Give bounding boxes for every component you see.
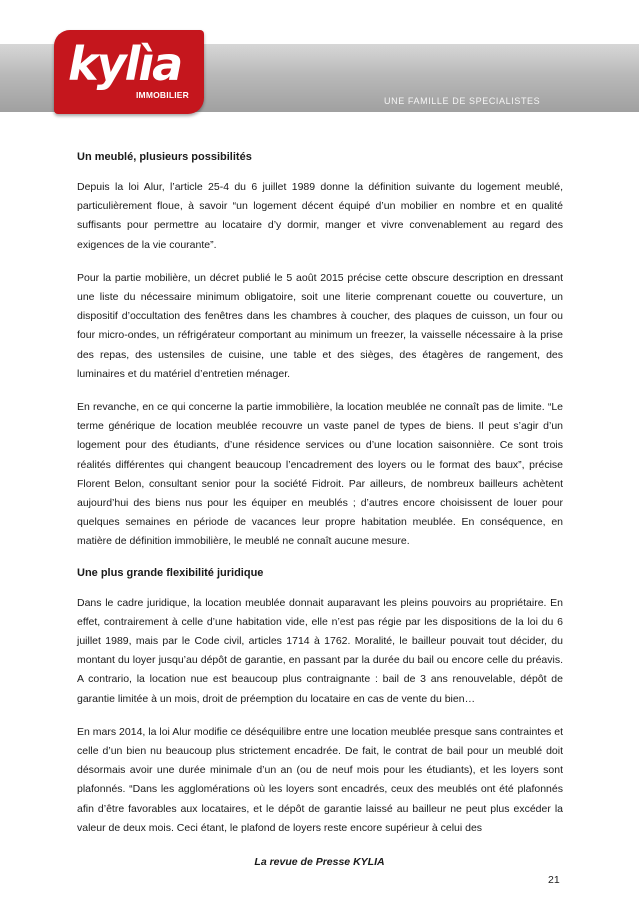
paragraph: Depuis la loi Alur, l’article 25-4 du 6 juillet 1989 donne la définition suivante du logement meublé, particulièrement floue, à savoir “un logement décent équipé d’un mobilier en nombre et en qualité suffisants pour permettre au locataire d’y dormir, manger et vivre convenablement au regard des exigences de la vie courante”.	[77, 181, 563, 251]
article-body	[77, 150, 563, 852]
footer-title: La revue de Presse KYLIA	[254, 856, 385, 868]
page-number: 21	[548, 874, 560, 886]
header-tagline: UNE FAMILLE DE SPECIALISTES	[384, 96, 541, 106]
kylia-logo	[54, 30, 204, 114]
logo-name: kylìa	[68, 37, 182, 91]
logo-subtitle: IMMOBILIER	[136, 90, 189, 100]
paragraph: Pour la partie mobilière, un décret publié le 5 août 2015 précise cette obscure description en dressant une liste du nécessaire minimum obligatoire, soit une literie comprenant couette ou couverture, un dispositif d’occultation des fenêtres dans les chambres à coucher, des plaques de cuisson, un four ou four micro-ondes, un réfrigérateur comportant au minimum un freezer, la vaisselle nécessaire à la prise des repas, des ustensiles de cuisine, une table et des sièges, des étagères de rangement, des luminaires et du matériel d’entretien ménager.	[77, 271, 563, 380]
paragraph: Dans le cadre juridique, la location meublée donnait auparavant les pleins pouvoirs au propriétaire. En effet, contrairement à celle d’une habitation vide, elle n’est pas régie par les dispositions de la loi du 6 juillet 1989, mais par le Code civil, articles 1714 à 1762. Moralité, le bailleur pouvait tout décider, du montant du loyer jusqu’au dépôt de garantie, en passant par la durée du bail ou encore celle du préavis. A contrario, la location nue est beaucoup plus contraignante : bail de 3 ans renouvelable, dépôt de garantie limitée à un mois, droit de préemption du locataire en cas de vente du bien…	[77, 596, 563, 705]
section-heading: Un meublé, plusieurs possibilités	[77, 151, 252, 163]
section-heading: Une plus grande flexibilité juridique	[77, 566, 264, 579]
paragraph: En mars 2014, la loi Alur modifie ce déséquilibre entre une location meublée presque sans contraintes et celle d’un bien nu beaucoup plus strictement encadrée. De fait, le contrat de bail pour un meublé doit désormais avoir une durée minimale d’un an (ou de neuf mois pour les étudiants), et les loyers sont plafonnés. “Dans les agglomérations où les loyers sont encadrés, ceux des meublés ont été plafonnés afin d’être favorables aux locataires, et le dépôt de garantie laissé au bailleur ne peut plus excéder la valeur de deux mois. Ceci étant, le plafond de loyers reste encore supérieur à celui des	[77, 725, 563, 834]
paragraph: En revanche, en ce qui concerne la partie immobilière, la location meublée ne connaît pas de limite. “Le terme générique de location meublée recouvre un vaste panel de types de biens. Il peut s’agir d’un logement pour des étudiants, d’une résidence services ou d’une location saisonnière. Ce sont trois réalités différentes qui changent beaucoup l’encadrement des loyers ou le format des baux”, précise Florent Belon, consultant senior pour la société Fidroit. Par ailleurs, de nombreux bailleurs achètent aujourd’hui des biens nus pour les équiper en meublés ; d’autres encore choisissent de louer pour quelques semaines en période de vacances leur propre habitation meublée. En conséquence, en matière de définition immobilière, le meublé ne connaît aucune mesure.	[77, 401, 563, 548]
